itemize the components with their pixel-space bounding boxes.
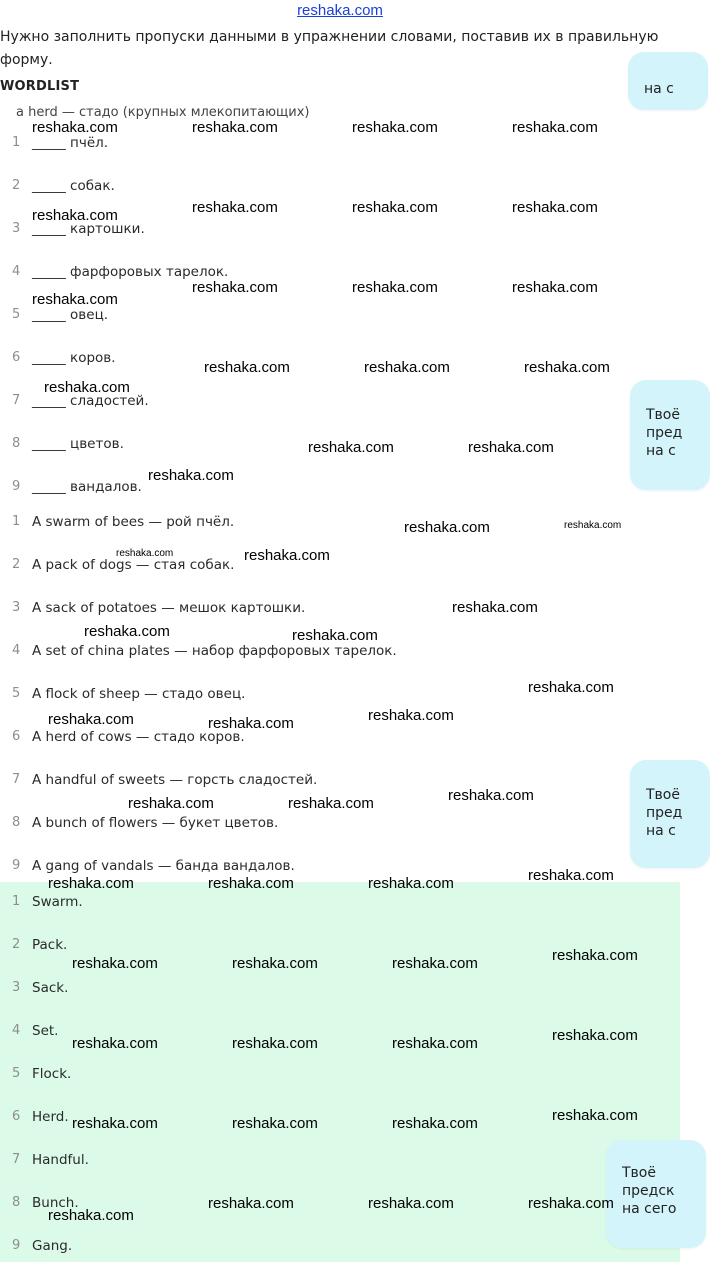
answers-block — [0, 882, 680, 1262]
translation-item-row — [0, 514, 680, 534]
watermark-text: reshaka.com — [72, 1035, 158, 1052]
watermark-text: reshaka.com — [208, 875, 294, 892]
exercise-item-text: _____ сладостей. — [32, 393, 149, 409]
answer-item-text: Handful. — [32, 1152, 89, 1168]
watermark-text: reshaka.com — [192, 119, 278, 136]
watermark-text: reshaka.com — [32, 207, 118, 224]
translation-item-row — [0, 729, 680, 749]
answer-item-row — [0, 894, 680, 914]
chat-bubble-line: на сего — [622, 1201, 677, 1217]
answer-item-row — [0, 980, 680, 1000]
translation-item-number: 7 — [12, 772, 21, 787]
exercise-item-text: _____ собак. — [32, 178, 115, 194]
watermark-text: reshaka.com — [192, 199, 278, 216]
watermark-text: reshaka.com — [48, 711, 134, 728]
translation-item-text: A set of china plates — набор фарфоровых тарелок. — [32, 643, 397, 659]
chat-bubble-line — [644, 62, 708, 80]
watermark-text: reshaka.com — [364, 359, 450, 376]
watermark-text: reshaka.com — [48, 875, 134, 892]
answer-item-row — [0, 1195, 680, 1215]
watermark-text: reshaka.com — [208, 1195, 294, 1212]
translation-item-text: A flock of sheep — стадо овец. — [32, 686, 246, 702]
watermark-text: reshaka.com — [368, 1195, 454, 1212]
translation-item-text: A bunch of flowers — букет цветов. — [32, 815, 279, 831]
translation-item-row — [0, 815, 680, 835]
task-instructions-line-2: форму. — [0, 52, 53, 68]
translation-item-text: A swarm of bees — рой пчёл. — [32, 514, 235, 530]
exercise-item-text: _____ фарфоровых тарелок. — [32, 264, 229, 280]
watermark-text: reshaka.com — [552, 947, 638, 964]
wordlist-heading: WORDLIST — [0, 79, 80, 94]
watermark-text: reshaka.com — [392, 1035, 478, 1052]
watermark-text: reshaka.com — [32, 291, 118, 308]
chat-bubble-line: пред — [646, 805, 683, 821]
watermark-text: reshaka.com — [352, 199, 438, 216]
answer-item-row — [0, 1109, 680, 1129]
watermark-text: reshaka.com — [528, 1195, 614, 1212]
watermark-text: reshaka.com — [368, 875, 454, 892]
exercise-item-number: 2 — [12, 178, 21, 193]
translation-item-row — [0, 686, 680, 706]
site-title-link[interactable]: reshaka.com — [297, 2, 383, 19]
answer-item-number: 1 — [12, 894, 21, 909]
exercise-item-row — [0, 479, 680, 499]
answer-item-text: Gang. — [32, 1238, 73, 1254]
translation-item-text: A gang of vandals — банда вандалов. — [32, 858, 295, 874]
answer-item-row — [0, 1023, 680, 1043]
exercise-item-row — [0, 393, 680, 413]
answer-item-text: Pack. — [32, 937, 68, 953]
translation-item-number: 9 — [12, 858, 21, 873]
task-instructions-line-1: Нужно заполнить пропуски данными в упражнении словами, поставив их в правильную — [0, 29, 659, 45]
watermark-text: reshaka.com — [524, 359, 610, 376]
chat-bubble-line: на с — [646, 443, 676, 459]
exercise-item-row — [0, 307, 680, 327]
answer-item-number: 8 — [12, 1195, 21, 1210]
chat-bubble-line: на с — [644, 81, 674, 97]
exercise-item-row — [0, 178, 680, 198]
exercise-item-number: 6 — [12, 350, 21, 365]
watermark-text-small: reshaka.com — [116, 548, 174, 559]
translation-item-number: 5 — [12, 686, 21, 701]
answer-item-number: 6 — [12, 1109, 21, 1124]
watermark-text: reshaka.com — [288, 795, 374, 812]
watermark-text: reshaka.com — [512, 199, 598, 216]
watermark-text: reshaka.com — [204, 359, 290, 376]
answer-item-number: 2 — [12, 937, 21, 952]
answer-item-number: 3 — [12, 980, 21, 995]
answer-item-row — [0, 1238, 680, 1258]
answer-item-text: Bunch. — [32, 1195, 79, 1211]
exercise-item-number: 8 — [12, 436, 21, 451]
chat-bubble-line: Твоё — [646, 407, 680, 423]
watermark-text: reshaka.com — [244, 547, 330, 564]
exercise-item-number: 9 — [12, 479, 21, 494]
watermark-text: reshaka.com — [368, 707, 454, 724]
answer-item-number: 9 — [12, 1238, 21, 1253]
translation-item-text: A herd of cows — стадо коров. — [32, 729, 245, 745]
watermark-text: reshaka.com — [292, 627, 378, 644]
answer-item-text: Flock. — [32, 1066, 72, 1082]
watermark-text: reshaka.com — [512, 279, 598, 296]
chat-bubble[interactable] — [628, 52, 708, 110]
watermark-text: reshaka.com — [148, 467, 234, 484]
watermark-text: reshaka.com — [448, 787, 534, 804]
chat-bubble[interactable] — [606, 1140, 706, 1248]
exercise-item-text: _____ вандалов. — [32, 479, 142, 495]
wordlist-entry-partial: a herd — стадо (крупных млекопитающих) — [16, 105, 310, 120]
watermark-text: reshaka.com — [308, 439, 394, 456]
exercise-item-row — [0, 221, 680, 241]
watermark-text: reshaka.com — [84, 623, 170, 640]
answer-item-number: 4 — [12, 1023, 21, 1038]
watermark-text-small: reshaka.com — [564, 520, 622, 531]
watermark-text: reshaka.com — [528, 867, 614, 884]
answer-item-text: Swarm. — [32, 894, 83, 910]
exercise-item-row — [0, 135, 680, 155]
answer-item-text: Set. — [32, 1023, 59, 1039]
watermark-text: reshaka.com — [48, 1207, 134, 1224]
watermark-text: reshaka.com — [208, 715, 294, 732]
translation-item-row — [0, 600, 680, 620]
watermark-text: reshaka.com — [232, 1115, 318, 1132]
exercise-item-text: _____ цветов. — [32, 436, 124, 452]
watermark-text: reshaka.com — [72, 1115, 158, 1132]
watermark-text: reshaka.com — [352, 119, 438, 136]
translation-item-text: A handful of sweets — горсть сладостей. — [32, 772, 318, 788]
chat-bubble-line: Твоё — [646, 787, 680, 803]
exercise-item-text: _____ картошки. — [32, 221, 145, 237]
watermark-text: reshaka.com — [128, 795, 214, 812]
translation-item-number: 6 — [12, 729, 21, 744]
exercise-item-number: 1 — [12, 135, 21, 150]
watermark-text: reshaka.com — [192, 279, 278, 296]
translation-item-number: 2 — [12, 557, 21, 572]
answer-item-number: 5 — [12, 1066, 21, 1081]
translation-item-number: 3 — [12, 600, 21, 615]
watermark-text: reshaka.com — [352, 279, 438, 296]
translation-item-number: 1 — [12, 514, 21, 529]
watermark-text: reshaka.com — [404, 519, 490, 536]
translation-item-row — [0, 557, 680, 577]
translation-item-row — [0, 772, 680, 792]
translation-item-text: A sack of potatoes — мешок картошки. — [32, 600, 306, 616]
answer-item-number: 7 — [12, 1152, 21, 1167]
chat-bubble[interactable] — [630, 380, 710, 490]
translation-item-text: A pack of dogs — стая собак. — [32, 557, 235, 573]
chat-bubble[interactable] — [630, 760, 710, 868]
answer-item-text: Sack. — [32, 980, 69, 996]
chat-bubble-line: Твоё — [622, 1165, 656, 1181]
exercise-item-number: 7 — [12, 393, 21, 408]
watermark-text: reshaka.com — [232, 955, 318, 972]
exercise-item-number: 5 — [12, 307, 21, 322]
chat-bubble-line: пред — [646, 425, 683, 441]
chat-bubble-line: на с — [646, 823, 676, 839]
answer-item-row — [0, 1066, 680, 1086]
exercise-item-row — [0, 436, 680, 456]
watermark-text: reshaka.com — [44, 379, 130, 396]
task-instructions — [0, 26, 680, 72]
translation-item-number: 4 — [12, 643, 21, 658]
answer-item-row — [0, 937, 680, 957]
watermark-text: reshaka.com — [552, 1027, 638, 1044]
watermark-text: reshaka.com — [512, 119, 598, 136]
exercise-item-row — [0, 350, 680, 370]
watermark-text: reshaka.com — [552, 1107, 638, 1124]
translation-item-row — [0, 858, 680, 878]
watermark-text: reshaka.com — [528, 679, 614, 696]
exercise-item-text: _____ пчёл. — [32, 135, 109, 151]
exercise-item-text: _____ коров. — [32, 350, 116, 366]
translation-item-number: 8 — [12, 815, 21, 830]
watermark-text: reshaka.com — [232, 1035, 318, 1052]
watermark-text: reshaka.com — [32, 119, 118, 136]
exercise-item-number: 4 — [12, 264, 21, 279]
translation-item-row — [0, 643, 680, 663]
watermark-text: reshaka.com — [452, 599, 538, 616]
answer-item-row — [0, 1152, 680, 1172]
chat-bubble-line: предск — [622, 1183, 675, 1199]
answer-item-text: Herd. — [32, 1109, 69, 1125]
watermark-text: reshaka.com — [72, 955, 158, 972]
watermark-text: reshaka.com — [468, 439, 554, 456]
exercise-item-text: _____ овец. — [32, 307, 109, 323]
watermark-text: reshaka.com — [392, 1115, 478, 1132]
exercise-item-number: 3 — [12, 221, 21, 236]
watermark-text: reshaka.com — [392, 955, 478, 972]
exercise-item-row — [0, 264, 680, 284]
